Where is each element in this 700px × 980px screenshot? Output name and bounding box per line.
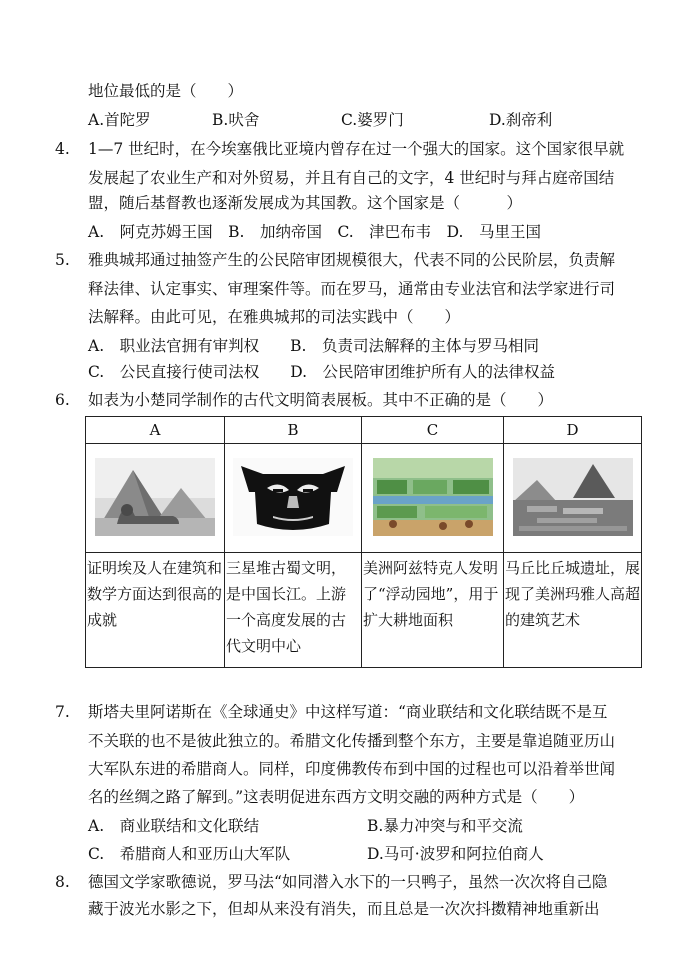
table-image-cell-b (225, 444, 362, 553)
q6-stem: 如表为小楚同学制作的古代文明简表展板。其中不正确的是（ ） (88, 391, 554, 409)
q4-line-3: 盟，随后基督教也逐渐发展成为其国教。这个国家是（ ） (88, 194, 523, 212)
table-image-cell-c (362, 444, 504, 553)
q3-option-d: D.刹帝利 (489, 111, 553, 129)
table-image-cell-d (504, 444, 642, 553)
q4-line-2: 发展起了农业生产和对外贸易，并且有自己的文字，4 世纪时与拜占庭帝国结 (88, 169, 615, 187)
q7-line-1: 斯塔夫里阿诺斯在《全球通史》中这样写道：“商业联结和文化联结既不是互 (88, 703, 608, 721)
q7-number: 7. (55, 703, 70, 721)
q7-option-b: B.暴力冲突与和平交流 (367, 817, 523, 835)
q7-option-a: A. 商业联结和文化联结 (88, 817, 260, 835)
table-header-row (86, 417, 642, 444)
civilization-table (85, 416, 642, 668)
q5-line-3: 法解释。由此可见，在雅典城邦的司法实践中（ ） (88, 308, 461, 326)
q3-option-b: B.吠舍 (212, 111, 260, 129)
q5-options-line-1: A. 职业法官拥有审判权 B. 负责司法解释的主体与罗马相同 (88, 337, 539, 355)
table-desc-b: 三星堆古蜀文明，是中国长江。上游一个高度发展的古代文明中心 (225, 553, 362, 668)
q7-line-4: 名的丝绸之路了解到。”这表明促进东西方文明交融的两种方式是（ ） (88, 788, 585, 806)
q4-number: 4. (55, 140, 70, 158)
q8-line-2: 藏于波光水影之下，但却从来没有消失，而且总是一次次抖擞精神地重新出 (88, 900, 600, 918)
q7-line-2: 不关联的也不是彼此独立的。希腊文化传播到整个东方，主要是靠追随亚历山 (88, 732, 616, 750)
q8-line-1: 德国文学家歌德说，罗马法“如同潜入水下的一只鸭子，虽然一次次将自己隐 (88, 873, 608, 891)
q4-line-1: 1—7 世纪时，在今埃塞俄比亚境内曾存在过一个强大的国家。这个国家很早就 (88, 140, 625, 158)
q7-option-d: D.马可·波罗和阿拉伯商人 (367, 845, 544, 863)
q7-option-c: C. 希腊商人和亚历山大军队 (88, 845, 291, 863)
q5-number: 5. (55, 251, 70, 269)
table-header-b: B (225, 417, 362, 444)
table-header-a: A (86, 417, 225, 444)
q5-line-2: 释法律、认定事实、审理案件等。而在罗马，通常由专业法官和法学家进行司 (88, 280, 616, 298)
q3-option-c: C.婆罗门 (341, 111, 404, 129)
q5-options-line-2: C. 公民直接行使司法权 D. 公民陪审团维护所有人的法律权益 (88, 363, 556, 381)
q7-line-3: 大军队东进的希腊商人。同样，印度佛教传布到中国的过程也可以沿着举世闻 (88, 760, 616, 778)
machu-picchu-ruins-photo (513, 458, 633, 536)
q3-option-a: A.首陀罗 (88, 111, 151, 129)
table-image-cell-a (86, 444, 225, 553)
aztec-floating-garden-painting (373, 458, 493, 536)
table-desc-d: 马丘比丘城遗址，展现了美洲玛雅人高超的建筑艺术 (504, 553, 642, 668)
table-description-row (86, 553, 642, 668)
q3-stem-tail: 地位最低的是（ ） (88, 82, 244, 100)
q4-options: A. 阿克苏姆王国 B. 加纳帝国 C. 津巴布韦 D. 马里王国 (88, 223, 541, 241)
table-header-c: C (362, 417, 504, 444)
q8-number: 8. (55, 873, 70, 891)
sphinx-pyramid-photo (95, 458, 215, 536)
sanxingdui-bronze-mask-photo (233, 458, 353, 536)
table-header-d: D (504, 417, 642, 444)
table-desc-c: 美洲阿兹特克人发明了“浮动园地”，用于扩大耕地面积 (362, 553, 504, 668)
q5-line-1: 雅典城邦通过抽签产生的公民陪审团规模很大，代表不同的公民阶层，负责解 (88, 251, 616, 269)
q6-number: 6. (55, 391, 70, 409)
table-desc-a: 证明埃及人在建筑和数学方面达到很高的成就 (86, 553, 225, 668)
table-image-row (86, 444, 642, 553)
